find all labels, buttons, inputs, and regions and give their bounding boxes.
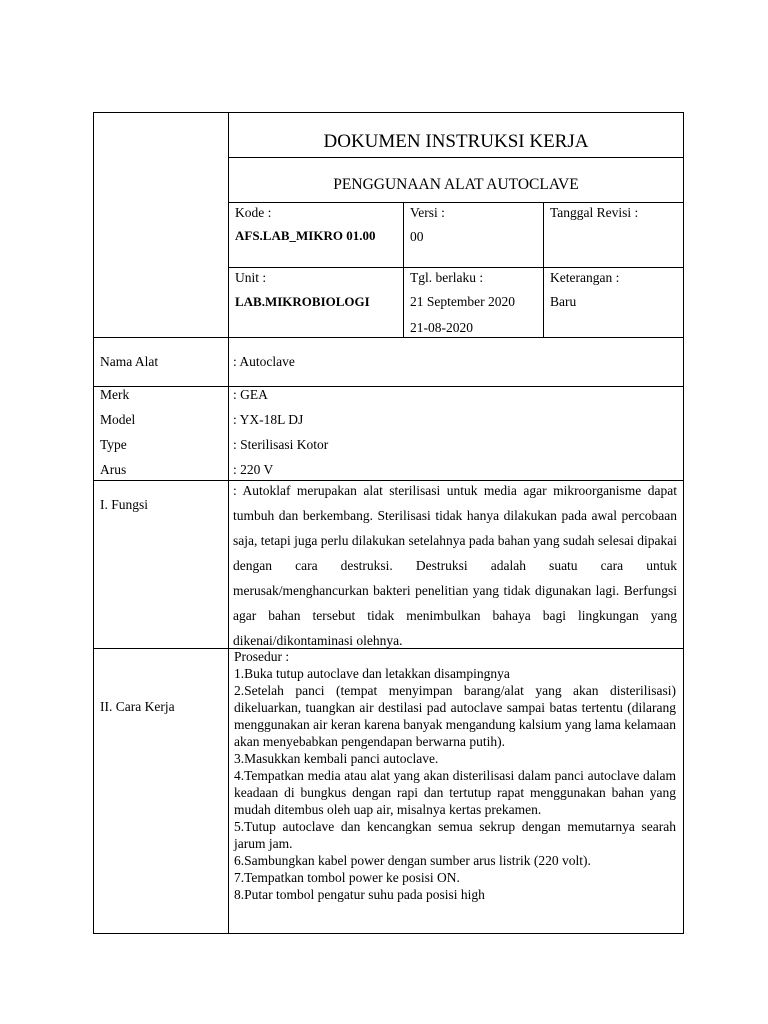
- spec-label-type: Type: [100, 437, 127, 452]
- row-line-nama: [93, 337, 684, 338]
- spec-value-merk: : GEA: [233, 387, 268, 402]
- procedure-step: 8.Putar tombol pengatur suhu pada posisi high: [234, 887, 485, 902]
- table-border-top: [93, 112, 684, 113]
- meta-divider-2: [543, 202, 544, 337]
- procedure-step: 2.Setelah panci (tempat menyimpan barang/alat yang akan disterilisasi) dikeluarkan, tuangkan air destilasi pad autoclave sampai batas tertentu (dilarang menggunakan air keran karena banyak mengandung kalsium yang lama kelamaan akan menyebabkan pengendapan berwarna putih).: [234, 683, 676, 749]
- procedure-heading: Prosedur :: [234, 649, 290, 664]
- procedure-step: 1.Buka tutup autoclave dan letakkan disampingnya: [234, 666, 510, 681]
- tgl-berlaku-value-1: 21 September 2020: [410, 294, 515, 309]
- spec-value-arus: : 220 V: [233, 462, 274, 477]
- procedure-step: 4.Tempatkan media atau alat yang akan disterilisasi dalam panci autoclave dalam keadaan di bungkus dengan rapi dan tertutup rapat menggunakan bahan yang mudah ditembus oleh uap air, misalnya kertas prekamen.: [234, 768, 676, 817]
- versi-value: 00: [410, 229, 424, 244]
- spec-value-model: : YX-18L DJ: [233, 412, 304, 427]
- tanggal-revisi-label: Tanggal Revisi :: [550, 205, 639, 220]
- procedure-step: 6.Sambungkan kabel power dengan sumber arus listrik (220 volt).: [234, 853, 591, 868]
- header-line-3: [228, 267, 684, 268]
- kode-label: Kode :: [235, 205, 272, 220]
- column-divider: [228, 112, 229, 934]
- header-line-1: [228, 157, 684, 158]
- fungsi-text: : Autoklaf merupakan alat sterilisasi untuk media agar mikroorganisme dapat tumbuh dan berkembang. Sterilisasi tidak hanya dilakukan pada awal percobaan saja, tetapi juga perlu dilakukan setelahnya pada bahan yang sudah selesai dipakai dengan cara destruksi. Destruksi adalah suatu cara untuk merusak/menghancurkan bakteri penelitian yang tidak digunakan lagi. Berfungsi agar bahan tersebut tidak menimbulkan bahaya bagi lingkungan yang dikenai/dikontaminasi olehnya.: [233, 483, 677, 648]
- table-border-right: [683, 112, 684, 934]
- keterangan-value: Baru: [550, 294, 577, 309]
- row-line-specs: [93, 386, 684, 387]
- table-border-bottom: [93, 933, 684, 934]
- keterangan-label: Keterangan :: [550, 270, 620, 285]
- unit-label: Unit :: [235, 270, 267, 285]
- document-title: DOKUMEN INSTRUKSI KERJA: [323, 131, 589, 152]
- unit-value: LAB.MIKROBIOLOGI: [235, 294, 370, 309]
- fungsi-label: I. Fungsi: [100, 497, 149, 512]
- tgl-berlaku-label: Tgl. berlaku :: [410, 270, 484, 285]
- nama-alat-label: Nama Alat: [100, 354, 159, 369]
- meta-divider-1: [403, 202, 404, 337]
- spec-label-model: Model: [100, 412, 136, 427]
- procedure-step: 3.Masukkan kembali panci autoclave.: [234, 751, 439, 766]
- procedure-step: 5.Tutup autoclave dan kencangkan semua sekrup dengan memutarnya searah jarum jam.: [234, 819, 676, 851]
- tgl-berlaku-value-2: 21-08-2020: [410, 320, 473, 335]
- document-subtitle: PENGGUNAAN ALAT AUTOCLAVE: [333, 176, 579, 193]
- versi-label: Versi :: [410, 205, 445, 220]
- header-line-2: [228, 202, 684, 203]
- cara-kerja-label: II. Cara Kerja: [100, 699, 175, 714]
- table-border-left: [93, 112, 94, 934]
- nama-alat-value: : Autoclave: [233, 354, 295, 369]
- kode-value: AFS.LAB_MIKRO 01.00: [235, 228, 376, 243]
- spec-value-type: : Sterilisasi Kotor: [233, 437, 329, 452]
- spec-label-merk: Merk: [100, 387, 130, 402]
- spec-label-arus: Arus: [100, 462, 127, 477]
- procedure-step: 7.Tempatkan tombol power ke posisi ON.: [234, 870, 460, 885]
- procedure-list: [234, 648, 676, 903]
